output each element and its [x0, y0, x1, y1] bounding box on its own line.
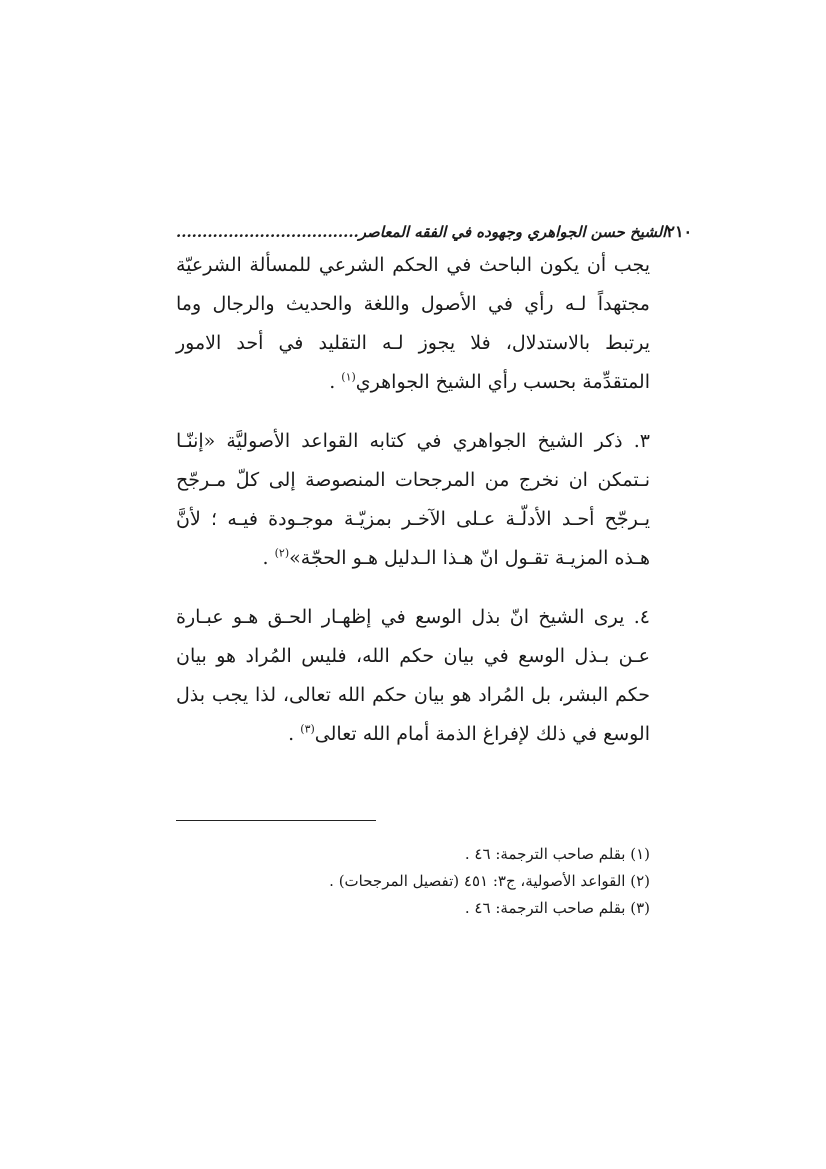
paragraph: [176, 598, 650, 754]
footnotes: [176, 820, 650, 922]
paragraph-text: يجب أن يكون الباحث في الحكم الشرعي للمسألة الشرعيّة مجتهداً لـه رأي في الأصول واللغة والحديث والرجال وما يرتبط بالاستدلال، فلا يجوز لـه التقليد في أحد الامور المتقدِّمة بحسب رأي الشيخ الجواهري: [176, 254, 650, 393]
body-text: [176, 246, 650, 754]
footnote: (٢) القواعد الأصولية، ج٣: ٤٥١ (تفصيل المرجحات) .: [329, 872, 650, 890]
footnote-separator: [176, 820, 376, 821]
page-content: [176, 222, 693, 774]
footnote: (١) بقلم صاحب الترجمة: ٤٦ .: [464, 845, 650, 863]
paragraph: [176, 422, 650, 578]
footnote: (٣) بقلم صاحب الترجمة: ٤٦ .: [464, 899, 650, 917]
header-dot-leader: ...................................: [176, 223, 359, 241]
footnote-marker: (١): [341, 370, 356, 384]
footnote-marker: (٣): [300, 722, 315, 736]
page-number: ٢١٠: [666, 222, 693, 241]
paragraph-end: .: [262, 547, 275, 569]
paragraph: [176, 246, 650, 402]
paragraph-text: ٣. ذكر الشيخ الجواهري في كتابه القواعد الأصوليَّة «إننّـا نـتمكن ان نخرج من المرجحات المنصوصة إلى كلّ مـرجّح يـرجّح أحـد الأدلّـة عـلى الآخـر بمزيّـة موجـودة فيـه ؛ لأنَّ هـذه المزيـة تقـول انّ هـذا الـدليل هـو الحجّة»: [176, 430, 650, 569]
paragraph-end: .: [288, 723, 301, 745]
footnote-marker: (٢): [274, 546, 290, 560]
running-title: [176, 222, 666, 242]
header-title-text: الشيخ حسن الجواهري وجهوده في الفقه المعاصر: [358, 223, 667, 241]
paragraph-text: ٤. يرى الشيخ انّ بذل الوسع في إظهـار الحـق هـو عبـارة عـن بـذل الوسع في بيان حكم الله، فليس المُراد هو بيان حكم البشر، بل المُراد هو بيان حكم الله تعالى، لذا يجب بذل الوسع في ذلك لإفراغ الذمة أمام الله تعالى: [176, 606, 650, 745]
running-header: [176, 222, 693, 246]
paragraph-end: .: [329, 371, 342, 393]
